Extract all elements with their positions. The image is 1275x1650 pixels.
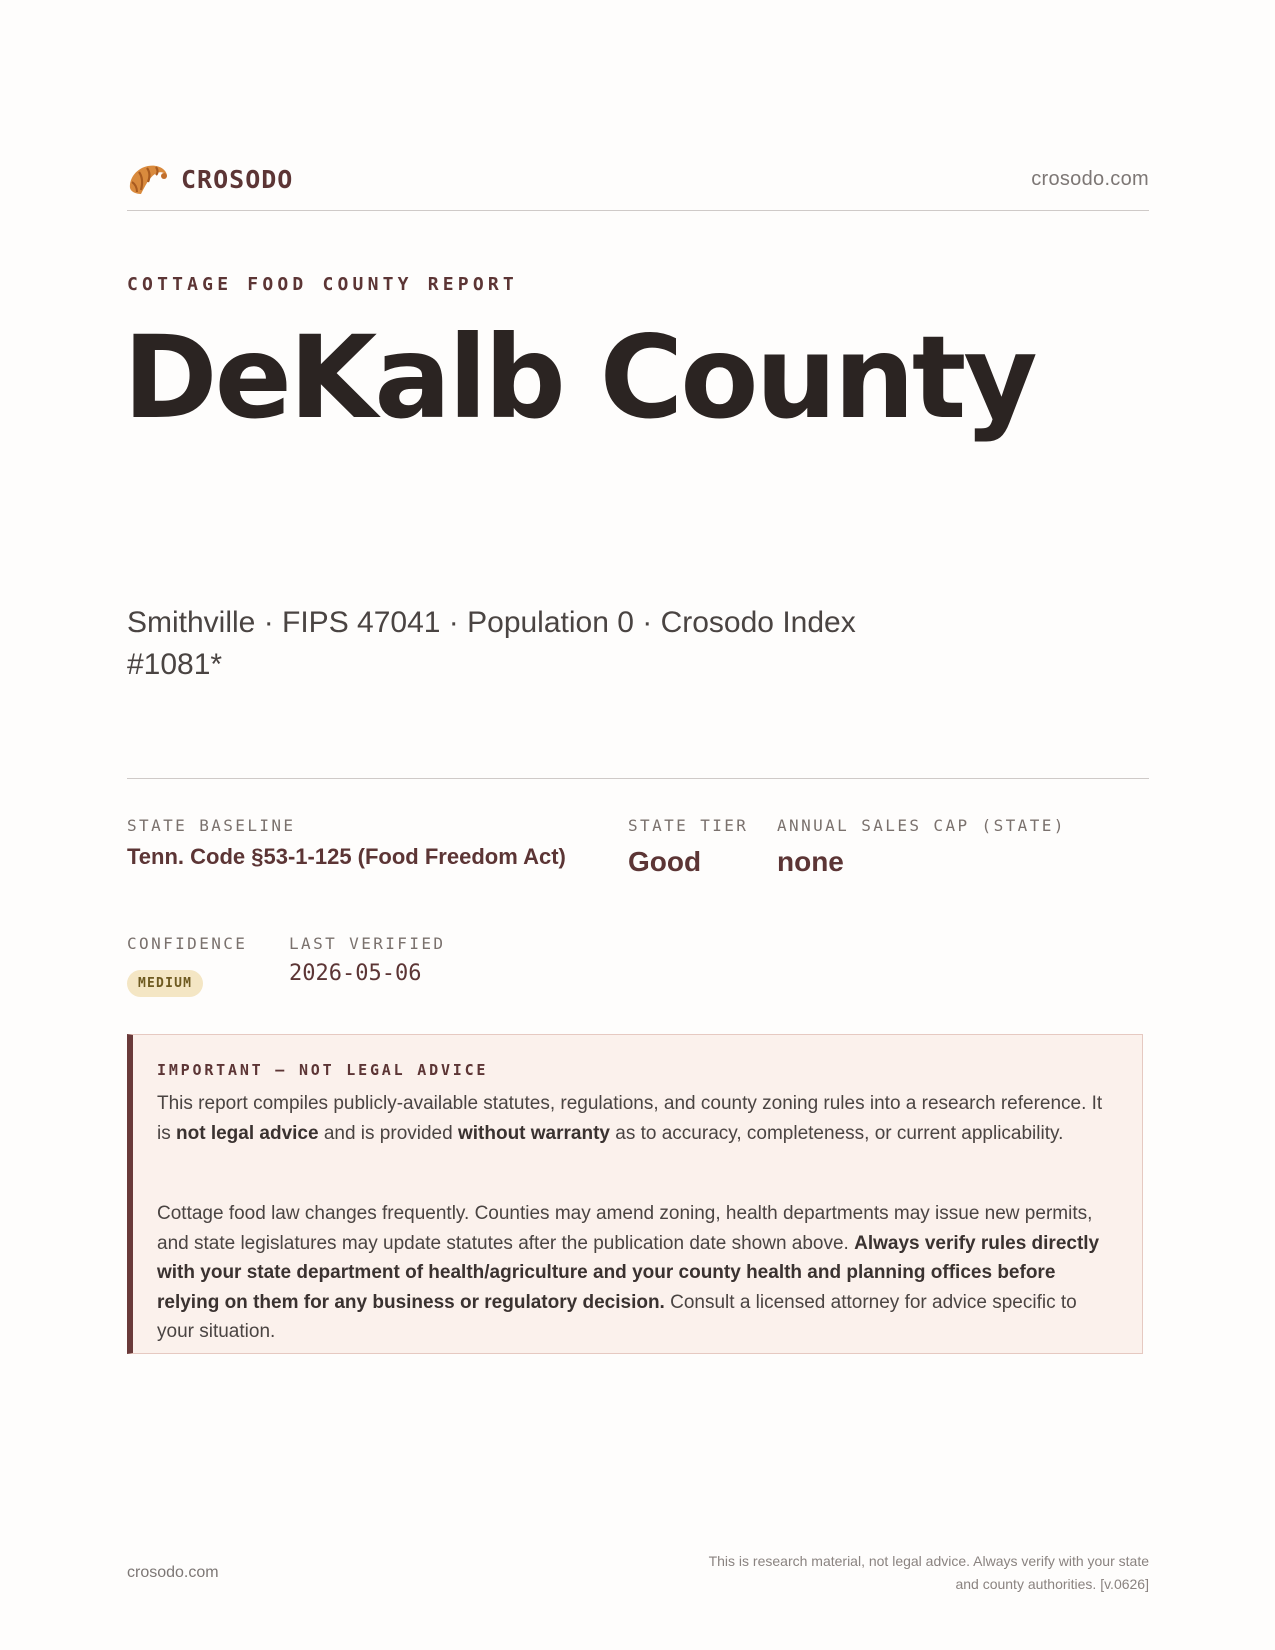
notice-paragraph-1 xyxy=(157,1089,1117,1148)
state-tier-label: STATE TIER xyxy=(628,816,749,835)
notice-paragraph-2 xyxy=(157,1199,1117,1347)
page-title: DeKalb County xyxy=(123,311,1035,444)
site-url[interactable]: crosodo.com xyxy=(1031,168,1149,190)
footer-site-url[interactable]: crosodo.com xyxy=(127,1564,219,1581)
legal-notice xyxy=(127,1034,1143,1354)
footer-disclaimer xyxy=(629,1550,1149,1596)
header-divider xyxy=(127,210,1149,211)
last-verified-label: LAST VERIFIED xyxy=(289,934,446,953)
notice-emphasis: without warranty xyxy=(457,1122,610,1144)
notice-text: This report compiles publicly-available statutes, regulations, and county zoning rules into a research reference. It is xyxy=(157,1093,1103,1144)
notice-text: as to accuracy, completeness, or current applicability. xyxy=(609,1122,1064,1144)
croissant-icon xyxy=(127,160,169,198)
footer-disclaimer-line-2: and county authorities. [v.0626] xyxy=(955,1576,1149,1592)
last-verified-value: 2026-05-06 xyxy=(289,961,422,986)
sales-cap-value: none xyxy=(777,846,844,877)
report-eyebrow: COTTAGE FOOD COUNTY REPORT xyxy=(127,274,518,295)
notice-text: and is provided xyxy=(318,1122,458,1144)
report-subtitle: Smithville · FIPS 47041 · Population 0 · Crosodo Index #1081* xyxy=(127,606,856,681)
state-tier-value: Good xyxy=(628,846,702,877)
confidence-label: CONFIDENCE xyxy=(127,934,248,953)
brand-name: CROSODO xyxy=(181,164,294,194)
footer-disclaimer-line-1: This is research material, not legal advice. Always verify with your state xyxy=(708,1553,1149,1569)
notice-text: Cottage food law changes frequently. Counties may amend zoning, health departments may issue new permits, and state legislatures may update statutes after the publication date shown above. xyxy=(157,1203,1093,1254)
notice-emphasis: Always verify rules directly with your state department of health/agriculture and your county health and planning offices before relying on them for any business or regulatory decision. xyxy=(157,1232,1100,1313)
report-page xyxy=(123,0,1149,1650)
section-divider xyxy=(127,778,1149,779)
state-baseline-label: STATE BASELINE xyxy=(127,816,296,835)
page-header xyxy=(127,156,1149,208)
notice-heading: IMPORTANT — NOT LEGAL ADVICE xyxy=(157,1061,489,1079)
state-baseline-value: Tenn. Code §53-1-125 (Food Freedom Act) xyxy=(127,844,566,869)
confidence-badge: MEDIUM xyxy=(127,970,203,997)
notice-text: Consult a licensed attorney for advice specific to your situation. xyxy=(157,1291,1077,1342)
brand xyxy=(127,160,293,198)
sales-cap-label: ANNUAL SALES CAP (STATE) xyxy=(777,816,1066,835)
notice-emphasis: not legal advice xyxy=(176,1122,319,1144)
